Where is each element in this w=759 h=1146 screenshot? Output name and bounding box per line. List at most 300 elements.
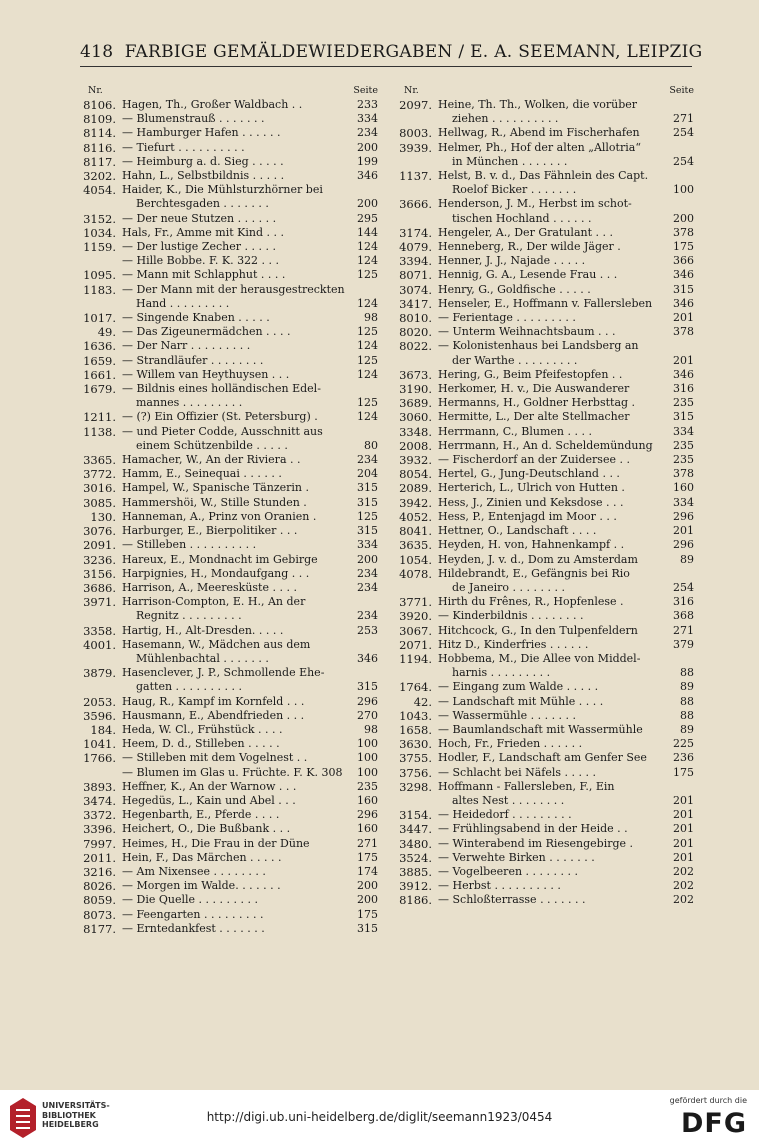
- entry-number: 3152.: [83, 211, 116, 226]
- index-entry: [394, 226, 694, 240]
- entry-page: 346: [673, 268, 694, 282]
- index-entry: [78, 496, 378, 510]
- entry-title: Hamacher, W., An der Riviera . .: [122, 453, 301, 467]
- entry-title: Herkomer, H. v., Die Auswanderer: [438, 382, 630, 396]
- entry-number: 1194.: [399, 651, 432, 666]
- index-entry: [78, 212, 378, 226]
- index-entry: [78, 155, 378, 169]
- index-entry: [78, 822, 378, 836]
- entry-number: 3216.: [83, 864, 116, 879]
- entry-page: 201: [673, 808, 694, 822]
- entry-number: 3348.: [399, 424, 432, 439]
- entry-page: 315: [357, 495, 378, 509]
- entry-page: 202: [673, 893, 694, 907]
- index-entry: [394, 425, 694, 439]
- entry-title: — Stilleben . . . . . . . . . .: [122, 538, 257, 552]
- entry-page: 235: [357, 779, 378, 793]
- entry-number: 1138.: [83, 424, 116, 439]
- entry-number: 8022.: [399, 339, 432, 354]
- entry-title: Hasemann, W., Mädchen aus dem: [122, 637, 311, 651]
- entry-number: 3673.: [399, 367, 432, 382]
- entry-continuation: ziehen . . . . . . . . . .: [452, 112, 559, 126]
- index-entry: [78, 865, 378, 879]
- entry-title: Harrison-Compton, E. H., An der: [122, 595, 306, 609]
- entry-page: 236: [673, 751, 694, 765]
- seite-heading: Seite: [353, 85, 378, 96]
- entry-page: 234: [357, 566, 378, 580]
- entry-page: 88: [680, 708, 694, 722]
- entry-number: 1159.: [83, 240, 116, 255]
- index-entry: [394, 311, 694, 325]
- entry-title: — Singende Knaben . . . . .: [122, 311, 270, 325]
- entry-title: — (?) Ein Offizier (St. Petersburg) .: [122, 410, 318, 424]
- entry-title: Hals, Fr., Amme mit Kind . . .: [122, 225, 284, 239]
- index-entry: [394, 723, 694, 737]
- entry-continuation: gatten . . . . . . . . . .: [136, 680, 242, 694]
- index-entry: [394, 680, 694, 694]
- entry-title: Hermitte, L., Der alte Stellmacher: [438, 410, 630, 424]
- entry-page: 124: [357, 254, 378, 268]
- entry-title: Hermanns, H., Goldner Herbsttag .: [438, 396, 636, 410]
- entry-number: 8186.: [399, 893, 432, 908]
- entry-page: 271: [673, 623, 694, 637]
- page-title: FARBIGE GEMÄLDEWIEDERGABEN / E. A. SEEMANN, LEIPZIG: [124, 42, 703, 62]
- entry-page: 124: [357, 410, 378, 424]
- index-entry: [78, 183, 378, 211]
- entry-page: 254: [673, 580, 694, 594]
- entry-title: Harburger, E., Bierpolitiker . . .: [122, 524, 298, 538]
- index-entry: [78, 325, 378, 339]
- index-entry: [394, 893, 694, 907]
- entry-page: 204: [357, 467, 378, 481]
- entry-page: 316: [673, 382, 694, 396]
- entry-title: — Der neue Stutzen . . . . . .: [122, 211, 277, 225]
- index-entry: [394, 695, 694, 709]
- entry-title: — Schlacht bei Näfels . . . . .: [438, 765, 596, 779]
- entry-number: 3156.: [83, 566, 116, 581]
- index-entry: [78, 524, 378, 538]
- funder-caption: gefördert durch die: [669, 1096, 747, 1105]
- index-entry: [78, 254, 378, 268]
- entry-number: 3686.: [83, 580, 116, 595]
- entry-title: — Vogelbeeren . . . . . . . .: [438, 864, 578, 878]
- entry-number: 184.: [90, 722, 116, 737]
- entry-number: 1211.: [83, 410, 116, 425]
- entry-page: 98: [364, 722, 378, 736]
- entry-page: 175: [673, 240, 694, 254]
- index-entry: [394, 439, 694, 453]
- index-entry: [78, 695, 378, 709]
- index-entry: [394, 382, 694, 396]
- entry-number: 3666.: [399, 197, 432, 212]
- entry-number: 3067.: [399, 623, 432, 638]
- entry-title: — Ferientage . . . . . . . . .: [438, 311, 576, 325]
- index-entry: [78, 368, 378, 382]
- entry-title: Herterich, L., Ulrich von Hutten .: [438, 481, 625, 495]
- entry-number: 3474.: [83, 793, 116, 808]
- entry-title: — Unterm Weihnachtsbaum . . .: [438, 325, 616, 339]
- index-entry: [78, 908, 378, 922]
- entry-page: 125: [357, 396, 378, 410]
- entry-number: 1041.: [83, 737, 116, 752]
- entry-number: 1764.: [399, 680, 432, 695]
- index-entry: [78, 126, 378, 140]
- index-entry: [78, 837, 378, 851]
- entry-page: 124: [357, 367, 378, 381]
- entry-number: 2091.: [83, 538, 116, 553]
- entry-title: Hahn, L., Selbstbildnis . . . . .: [122, 169, 285, 183]
- entry-title: Heine, Th. Th., Wolken, die vorüber: [438, 98, 638, 111]
- institution-line: HEIDELBERG: [42, 1120, 99, 1129]
- entry-number: 3630.: [399, 737, 432, 752]
- entry-title: Hering, G., Beim Pfeifestopfen . .: [438, 367, 623, 381]
- entry-number: 2071.: [399, 637, 432, 652]
- entry-page: 315: [673, 410, 694, 424]
- entry-title: Hobbema, M., Die Allee von Middel-: [438, 651, 641, 665]
- entry-title: Hein, F., Das Märchen . . . . .: [122, 850, 282, 864]
- entry-number: 4079.: [399, 240, 432, 255]
- entry-continuation: altes Nest . . . . . . . .: [452, 793, 565, 807]
- index-entry: [78, 354, 378, 368]
- index-entry: [394, 481, 694, 495]
- entry-title: Hess, J., Zinien und Keksdose . . .: [438, 495, 624, 509]
- index-entry: [78, 794, 378, 808]
- entry-number: 4078.: [399, 566, 432, 581]
- index-entry: [78, 595, 378, 623]
- index-entry: [78, 98, 378, 112]
- entry-page: 254: [673, 154, 694, 168]
- index-entry: [394, 567, 694, 595]
- entry-number: 4054.: [83, 183, 116, 198]
- entry-page: 334: [673, 495, 694, 509]
- institution-line: BIBLIOTHEK: [42, 1110, 96, 1120]
- index-entry: [394, 396, 694, 410]
- entry-page: 225: [673, 737, 694, 751]
- index-entry: [394, 709, 694, 723]
- index-entry: [394, 368, 694, 382]
- index-entry: [394, 652, 694, 680]
- entry-page: 98: [364, 311, 378, 325]
- entry-number: 2089.: [399, 481, 432, 496]
- entry-title: Heyden, H. von, Hahnenkampf . .: [438, 538, 625, 552]
- index-entry: [394, 879, 694, 893]
- entry-number: 8003.: [399, 126, 432, 141]
- entry-title: — Willem van Heythuysen . . .: [122, 367, 290, 381]
- entry-page: 124: [357, 339, 378, 353]
- index-entry: [394, 339, 694, 367]
- entry-title: Hodler, F., Landschaft am Genfer See: [438, 751, 647, 765]
- entry-title: Hammershöi, W., Stille Stunden .: [122, 495, 307, 509]
- entry-title: Heda, W. Cl., Frühstück . . . .: [122, 722, 283, 736]
- index-entry: [394, 609, 694, 623]
- entry-page: 346: [357, 651, 378, 665]
- index-entry: [78, 538, 378, 552]
- entry-number: 8059.: [83, 893, 116, 908]
- entry-title: Hampel, W., Spanische Tänzerin .: [122, 481, 309, 495]
- entry-page: 315: [357, 481, 378, 495]
- entry-number: 2097.: [399, 98, 432, 112]
- entry-page: 315: [357, 921, 378, 935]
- entry-title: Hitchcock, G., In den Tulpenfeldern: [438, 623, 638, 637]
- index-entry: [394, 325, 694, 339]
- entry-page: 295: [357, 211, 378, 225]
- entry-title: — Blumen im Glas u. Früchte. F. K. 308: [122, 765, 343, 779]
- index-entry: [394, 553, 694, 567]
- entry-number: 8116.: [83, 140, 116, 155]
- entry-title: — Bildnis eines holländischen Edel-: [122, 382, 321, 396]
- entry-number: 3417.: [399, 296, 432, 311]
- entry-page: 235: [673, 453, 694, 467]
- entry-page: 270: [357, 708, 378, 722]
- entry-number: 3912.: [399, 879, 432, 894]
- entry-number: 8026.: [83, 879, 116, 894]
- entry-page: 296: [357, 808, 378, 822]
- entry-page: 315: [357, 524, 378, 538]
- entry-title: Haug, R., Kampf im Kornfeld . . .: [122, 694, 305, 708]
- entry-page: 201: [673, 793, 694, 807]
- index-entry: [394, 851, 694, 865]
- index-entry: [78, 723, 378, 737]
- entry-number: 3202.: [83, 169, 116, 184]
- entry-number: 3932.: [399, 453, 432, 468]
- entry-title: Helst, B. v. d., Das Fähnlein des Capt.: [438, 169, 649, 183]
- entry-number: 130.: [90, 509, 116, 524]
- entry-title: — Herbst . . . . . . . . . .: [438, 879, 561, 893]
- entry-page: 80: [364, 438, 378, 452]
- entry-number: 3394.: [399, 254, 432, 269]
- running-header: [80, 42, 703, 62]
- entry-page: 368: [673, 609, 694, 623]
- entry-title: Helmer, Ph., Hof der alten „Allotria“: [438, 140, 641, 154]
- viewer-footer: [0, 1090, 759, 1146]
- index-entry: [394, 737, 694, 751]
- entry-page: 175: [673, 765, 694, 779]
- entry-page: 160: [357, 793, 378, 807]
- entry-number: 8106.: [83, 98, 116, 112]
- index-entry: [394, 638, 694, 652]
- entry-title: — Der Mann mit der herausgestreckten: [122, 282, 345, 296]
- entry-title: Henry, G., Goldfische . . . . .: [438, 282, 591, 296]
- entry-title: Heimes, H., Die Frau in der Düne: [122, 836, 310, 850]
- index-entry: [78, 780, 378, 794]
- entry-title: — Landschaft mit Mühle . . . .: [438, 694, 604, 708]
- entry-page: 100: [357, 765, 378, 779]
- entry-page: 378: [673, 467, 694, 481]
- entry-page: 125: [357, 353, 378, 367]
- index-entry: [394, 98, 694, 126]
- entry-number: 1017.: [83, 311, 116, 326]
- index-entry: [394, 822, 694, 836]
- entry-page: 100: [357, 751, 378, 765]
- entry-page: 201: [673, 836, 694, 850]
- index-entry: [394, 283, 694, 297]
- index-entry: [78, 510, 378, 524]
- entry-page: 233: [357, 98, 378, 111]
- entry-page: 378: [673, 225, 694, 239]
- nr-heading: Nr.: [88, 85, 103, 96]
- index-entry: [394, 496, 694, 510]
- entry-page: 160: [357, 822, 378, 836]
- entry-number: 1043.: [399, 708, 432, 723]
- entry-page: 334: [673, 424, 694, 438]
- index-entry: [78, 737, 378, 751]
- entry-number: 3358.: [83, 623, 116, 638]
- entry-continuation: Hand . . . . . . . . .: [136, 296, 230, 310]
- entry-number: 49.: [97, 325, 116, 340]
- entry-title: Hamm, E., Seinequai . . . . . .: [122, 467, 282, 481]
- entry-page: 315: [357, 680, 378, 694]
- entry-title: Heffner, K., An der Warnow . . .: [122, 779, 297, 793]
- index-entry: [394, 624, 694, 638]
- index-entry: [78, 425, 378, 453]
- entry-title: — Fischerdorf an der Zuidersee . .: [438, 453, 630, 467]
- entry-number: 3771.: [399, 595, 432, 610]
- index-entry: [78, 382, 378, 410]
- page-number: 418: [80, 42, 114, 62]
- entry-page: 174: [357, 864, 378, 878]
- entry-title: Hess, P., Entenjagd im Moor . . .: [438, 509, 617, 523]
- entry-page: 296: [673, 509, 694, 523]
- index-entry: [394, 766, 694, 780]
- index-entry: [78, 283, 378, 311]
- entry-number: 3085.: [83, 495, 116, 510]
- index-entry: [394, 453, 694, 467]
- permalink[interactable]: http://digi.ub.uni-heidelberg.de/diglit/seemann1923/0454: [206, 1110, 553, 1124]
- entry-number: 3971.: [83, 595, 116, 610]
- entry-page: 346: [357, 169, 378, 183]
- entry-page: 89: [680, 722, 694, 736]
- entry-title: — Am Nixensee . . . . . . . .: [122, 864, 266, 878]
- entry-number: 1034.: [83, 225, 116, 240]
- entry-title: — Schloßterrasse . . . . . . .: [438, 893, 586, 907]
- entry-title: — Morgen im Walde. . . . . . .: [122, 879, 281, 893]
- entry-title: Hegenbarth, E., Pferde . . . .: [122, 808, 280, 822]
- entry-number: 1636.: [83, 339, 116, 354]
- entry-title: — Erntedankfest . . . . . . .: [122, 921, 265, 935]
- index-entry: [78, 141, 378, 155]
- entry-number: 3447.: [399, 822, 432, 837]
- entry-title: Henseler, E., Hoffmann v. Fallersleben: [438, 296, 653, 310]
- index-entry: [78, 453, 378, 467]
- entry-title: Hellwag, R., Abend im Fischerhafen: [438, 126, 640, 140]
- entry-page: 89: [680, 680, 694, 694]
- entry-number: 2053.: [83, 694, 116, 709]
- entry-title: Heyden, J. v. d., Dom zu Amsterdam: [438, 552, 638, 566]
- index-entry: [394, 751, 694, 765]
- entry-title: Hoffmann - Fallersleben, F., Ein: [438, 779, 615, 793]
- index-entry: [78, 808, 378, 822]
- index-entry: [394, 780, 694, 808]
- entry-continuation: harnis . . . . . . . . .: [452, 666, 551, 680]
- entry-number: 3893.: [83, 779, 116, 794]
- entry-page: 201: [673, 850, 694, 864]
- entry-continuation: Roelof Bicker . . . . . . .: [452, 183, 577, 197]
- entry-number: 8054.: [399, 467, 432, 482]
- index-entry: [394, 410, 694, 424]
- entry-page: 175: [357, 907, 378, 921]
- entry-page: 89: [680, 552, 694, 566]
- entry-number: 3689.: [399, 396, 432, 411]
- entry-number: 1679.: [83, 382, 116, 397]
- entry-number: 1137.: [399, 169, 432, 184]
- entry-continuation: tischen Hochland . . . . . .: [452, 211, 592, 225]
- entry-continuation: Mühlenbachtal . . . . . . .: [136, 651, 269, 665]
- entry-title: Hennig, G. A., Lesende Frau . . .: [438, 268, 618, 282]
- entry-page: 202: [673, 879, 694, 893]
- entry-page: 175: [357, 850, 378, 864]
- entry-page: 201: [673, 822, 694, 836]
- index-entry: [78, 240, 378, 254]
- entry-title: Hitz D., Kinderfries . . . . . .: [438, 637, 589, 651]
- entry-title: Heem, D. d., Stilleben . . . . .: [122, 737, 280, 751]
- entry-number: 3060.: [399, 410, 432, 425]
- entry-page: 315: [673, 282, 694, 296]
- entry-title: — Tiefurt . . . . . . . . . .: [122, 140, 245, 154]
- entry-continuation: in München . . . . . . .: [452, 154, 568, 168]
- entry-page: 100: [357, 737, 378, 751]
- entry-title: — Heidedorf . . . . . . . . .: [438, 808, 572, 822]
- entry-title: Hanneman, A., Prinz von Oranien .: [122, 509, 317, 523]
- entry-page: 125: [357, 325, 378, 339]
- entry-title: Hengeler, A., Der Gratulant . . .: [438, 225, 613, 239]
- entry-page: 201: [673, 353, 694, 367]
- entry-number: 8071.: [399, 268, 432, 283]
- index-entry: [394, 510, 694, 524]
- entry-page: 200: [357, 197, 378, 211]
- index-entry: [78, 226, 378, 240]
- entry-title: Hegedüs, L., Kain und Abel . . .: [122, 793, 296, 807]
- entry-page: 88: [680, 694, 694, 708]
- entry-page: 200: [357, 893, 378, 907]
- entry-title: Hagen, Th., Großer Waldbach . .: [122, 98, 303, 111]
- index-entry: [78, 893, 378, 907]
- entry-page: 378: [673, 325, 694, 339]
- entry-page: 124: [357, 296, 378, 310]
- entry-page: 202: [673, 864, 694, 878]
- entry-number: 1054.: [399, 552, 432, 567]
- index-entry: [394, 524, 694, 538]
- entry-title: Hoch, Fr., Frieden . . . . . .: [438, 737, 583, 751]
- index-entry: [78, 169, 378, 183]
- header-rule: [80, 66, 692, 67]
- index-entry: [78, 268, 378, 282]
- entry-number: 3298.: [399, 779, 432, 794]
- entry-title: Hildebrandt, E., Gefängnis bei Rio: [438, 566, 630, 580]
- entry-title: — Mann mit Schlapphut . . . .: [122, 268, 286, 282]
- entry-page: 201: [673, 524, 694, 538]
- entry-page: 100: [673, 183, 694, 197]
- entry-page: 200: [357, 879, 378, 893]
- entry-title: — Kinderbildnis . . . . . . . .: [438, 609, 584, 623]
- entry-number: 3074.: [399, 282, 432, 297]
- index-entry: [78, 467, 378, 481]
- entry-number: 3879.: [83, 666, 116, 681]
- entry-title: — Verwehte Birken . . . . . . .: [438, 850, 595, 864]
- entry-page: 201: [673, 311, 694, 325]
- entry-page: 271: [357, 836, 378, 850]
- entry-number: 3174.: [399, 225, 432, 240]
- entry-number: 8041.: [399, 524, 432, 539]
- entry-continuation: einem Schützenbilde . . . . .: [136, 438, 288, 452]
- entry-page: 234: [357, 580, 378, 594]
- entry-number: 3524.: [399, 850, 432, 865]
- entry-number: 3885.: [399, 864, 432, 879]
- index-entry: [78, 553, 378, 567]
- entry-page: 199: [357, 154, 378, 168]
- entry-continuation: der Warthe . . . . . . . . .: [452, 353, 578, 367]
- index-entry: [394, 467, 694, 481]
- entry-title: Henner, J. J., Najade . . . . .: [438, 254, 586, 268]
